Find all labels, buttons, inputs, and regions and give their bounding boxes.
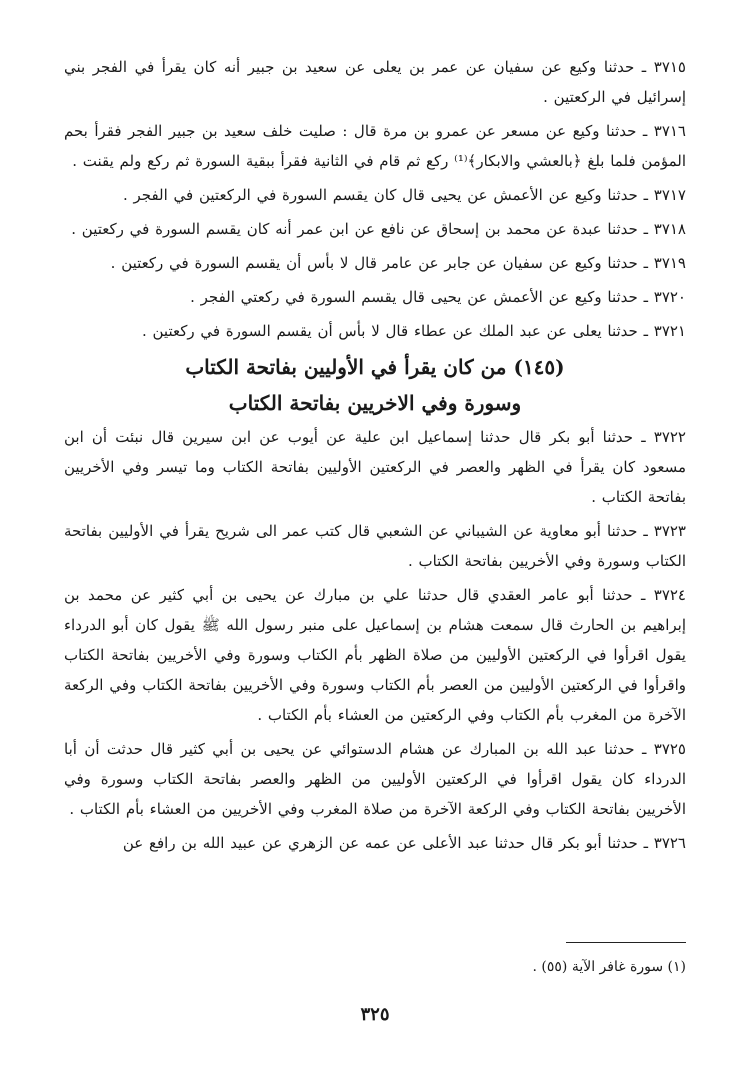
hadith-3717: ٣٧١٧ ـ حدثنا وكيع عن الأعمش عن يحيى قال كان يقسم السورة في الركعتين في الفجر .: [122, 186, 686, 204]
hadith-3724: ٣٧٢٤ ـ حدثنا أبو عامر العقدي قال حدثنا علي بن مبارك عن يحيى بن أبي كثير عن محمد بن إبراهيم بن الحارث قال سمعت هشام بن إسماعيل على منبر رسول الله ﷺ يقول كان أبو الدرداء يقول اقرأوا في الركعتين الأوليين من صلاة الظهر بأم الكتاب وسورة وفي الأخريين بفاتحة الكتاب واقرأوا في الركعتين الأوليين من العصر بأم الكتاب وسورة وفي الأخريين بفاتحة الكتاب وفي الركعة الآخرة من المغرب بأم الكتاب وفي الركعتين من العشاء بأم الكتاب .: [64, 586, 686, 724]
chapter-heading-line2: وسورة وفي الاخريين بفاتحة الكتاب: [228, 391, 522, 415]
hadith-3721: ٣٧٢١ ـ حدثنا يعلى عن عبد الملك عن عطاء قال لا بأس أن يقسم السورة في ركعتين .: [141, 322, 686, 340]
hadith-3723: ٣٧٢٣ ـ حدثنا أبو معاوية عن الشيباني عن الشعبي قال كتب عمر الى شريح يقرأ في الأوليين بفاتحة الكتاب وسورة وفي الأخريين بفاتحة الكتاب .: [64, 522, 686, 570]
main-text: [64, 52, 686, 862]
hadith-3716: ٣٧١٦ ـ حدثنا وكيع عن مسعر عن عمرو بن مرة قال : صليت خلف سعيد بن جبير الفجر فقرأ بحم المؤمن فلما بلغ ﴿بالعشي والابكار﴾⁽¹⁾ ركع ثم قام في الثانية فقرأ ببقية السورة ثم ركع ولم يقنت .: [64, 122, 686, 170]
chapter-heading-line1: (١٤٥) من كان يقرأ في الأوليين بفاتحة الكتاب: [185, 355, 565, 379]
hadith-3718: ٣٧١٨ ـ حدثنا عبدة عن محمد بن إسحاق عن نافع عن ابن عمر أنه كان يقسم السورة في ركعتين .: [71, 220, 686, 238]
hadith-3722: ٣٧٢٢ ـ حدثنا أبو بكر قال حدثنا إسماعيل ابن علية عن أيوب عن ابن سيرين قال نبئت أن ابن مسعود كان يقرأ في الظهر والعصر في الركعتين الأوليين بفاتحة الكتاب وما تيسر وفي الأخريين بفاتحة الكتاب .: [64, 428, 686, 506]
hadith-3726: ٣٧٢٦ ـ حدثنا أبو بكر قال حدثنا عبد الأعلى عن عمه عن الزهري عن عبيد الله بن رافع عن: [122, 834, 686, 852]
footnote-divider: [566, 942, 686, 943]
hadith-3720: ٣٧٢٠ ـ حدثنا وكيع عن الأعمش عن يحيى قال يقسم السورة في ركعتي الفجر .: [190, 288, 686, 306]
page-number: ٣٢٥: [360, 1004, 390, 1025]
hadith-3715: ٣٧١٥ ـ حدثنا وكيع عن سفيان عن عمر بن يعلى عن سعيد بن جبير أنه كان يقرأ في الفجر بني إسرائيل في الركعتين .: [64, 58, 686, 106]
hadith-3719: ٣٧١٩ ـ حدثنا وكيع عن سفيان عن جابر عن عامر قال لا بأس أن يقسم السورة في ركعتين .: [110, 254, 686, 272]
hadith-3725: ٣٧٢٥ ـ حدثنا عبد الله بن المبارك عن هشام الدستوائي عن يحيى بن أبي كثير قال حدثت أن أبا الدرداء كان يقول اقرأوا في الركعتين الأوليين من الظهر والعصر بفاتحة الكتاب وسورة وفي الأخريين بفاتحة الكتاب وفي الركعة الآخرة من صلاة المغرب وفي الأخريين من العشاء بأم الكتاب .: [64, 740, 686, 818]
footnote: (١) سورة غافر الآية (٥٥) .: [532, 959, 686, 975]
